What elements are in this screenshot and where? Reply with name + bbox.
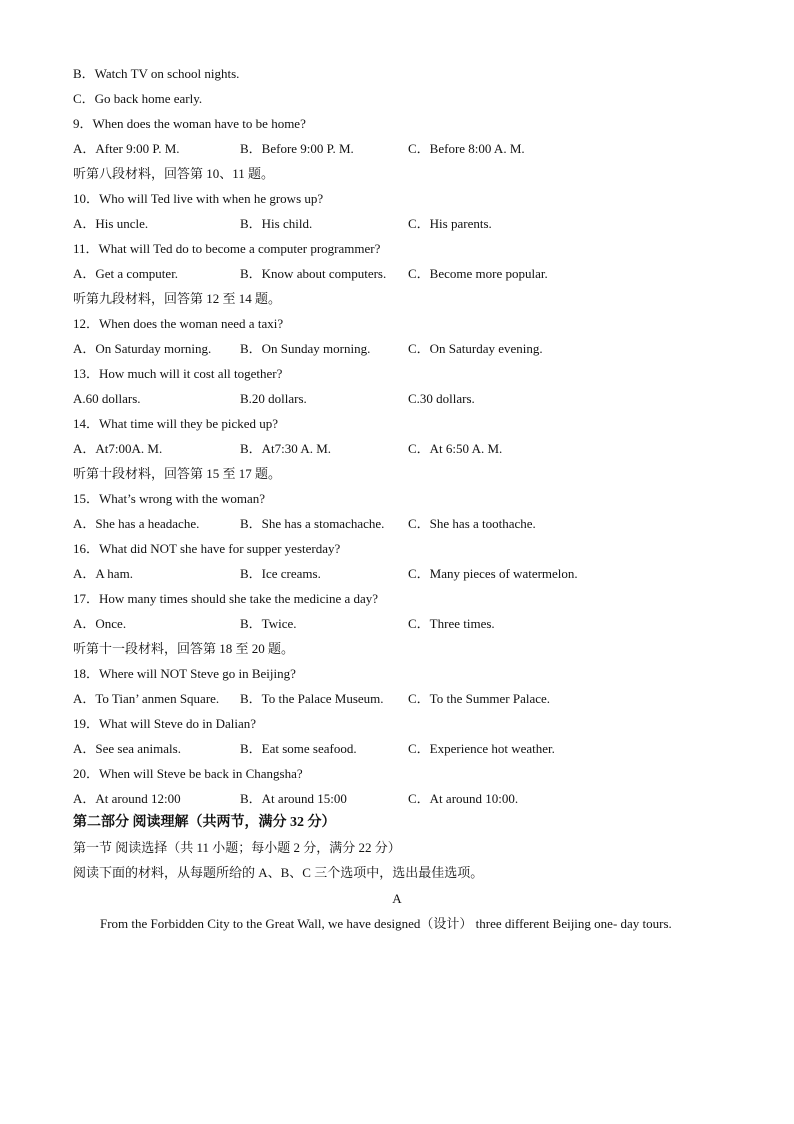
q12-option-c: C．On Saturday evening. (408, 341, 543, 356)
section-11-instruction: 听第十一段材料，回答第 18 至 20 题。 (73, 641, 295, 656)
q17-option-a: A．Once. (73, 616, 127, 631)
q11-question: 11．What will Ted do to become a computer programmer? (73, 241, 381, 256)
q19-option-c: C．Experience hot weather. (408, 741, 555, 756)
q20-option-b: B．At around 15:00 (240, 791, 347, 806)
q12-option-a: A．On Saturday morning. (73, 341, 212, 356)
part2-section1-heading: 第一节 阅读选择（共 11 小题；每小题 2 分，满分 22 分） (73, 840, 401, 855)
q10-option-c: C．His parents. (408, 216, 492, 231)
q11-option-c: C．Become more popular. (408, 266, 548, 281)
q9-option-a: A．After 9:00 P. M. (73, 141, 180, 156)
passage-label: A (392, 891, 402, 906)
q19-option-b: B．Eat some seafood. (240, 741, 357, 756)
q11-option-b: B．Know about computers. (240, 266, 387, 281)
q16-option-a: A．A ham. (73, 566, 133, 581)
q18-option-a: A．To Tian’ anmen Square. (73, 691, 220, 706)
q16-question: 16．What did NOT she have for supper yesterday? (73, 541, 341, 556)
q13-question: 13．How much will it cost all together? (73, 366, 283, 381)
q13-option-b: B.20 dollars. (240, 391, 307, 406)
q18-question: 18．Where will NOT Steve go in Beijing? (73, 666, 296, 681)
q16-option-b: B．Ice creams. (240, 566, 321, 581)
q10-question: 10．Who will Ted live with when he grows up? (73, 191, 324, 206)
q12-question: 12．When does the woman need a taxi? (73, 316, 284, 331)
q18-option-b: B．To the Palace Museum. (240, 691, 384, 706)
q20-option-c: C．At around 10:00. (408, 791, 519, 806)
q17-option-c: C．Three times. (408, 616, 495, 631)
part2-heading: 第二部分 阅读理解（共两节，满分 32 分） (73, 815, 336, 830)
q16-option-c: C．Many pieces of watermelon. (408, 566, 578, 581)
passage-first-line: From the Forbidden City to the Great Wall, we have designed（设计） three different Beijing one- day tours. (100, 916, 672, 931)
q10-option-b: B．His child. (240, 216, 313, 231)
q9-question: 9．When does the woman have to be home? (73, 116, 306, 131)
q9-option-c: C．Before 8:00 A. M. (408, 141, 525, 156)
q19-option-a: A．See sea animals. (73, 741, 181, 756)
part2-instruction: 阅读下面的材料，从每题所给的 A、B、C 三个选项中，选出最佳选项。 (73, 865, 484, 880)
q15-option-c: C．She has a toothache. (408, 516, 536, 531)
q15-question: 15．What’s wrong with the woman? (73, 491, 266, 506)
q8-option-c: C．Go back home early. (73, 91, 203, 106)
q13-option-a: A.60 dollars. (73, 391, 141, 406)
q20-question: 20．When will Steve be back in Changsha? (73, 766, 303, 781)
q15-option-a: A．She has a headache. (73, 516, 200, 531)
section-9-instruction: 听第九段材料，回答第 12 至 14 题。 (73, 291, 282, 306)
q13-option-c: C.30 dollars. (408, 391, 475, 406)
section-8-instruction: 听第八段材料，回答第 10、11 题。 (73, 166, 275, 181)
q14-question: 14．What time will they be picked up? (73, 416, 279, 431)
q14-option-a: A．At7:00A. M. (73, 441, 163, 456)
q14-option-c: C．At 6:50 A. M. (408, 441, 503, 456)
q19-question: 19．What will Steve do in Dalian? (73, 716, 257, 731)
q10-option-a: A．His uncle. (73, 216, 149, 231)
q20-option-a: A．At around 12:00 (73, 791, 181, 806)
q18-option-c: C．To the Summer Palace. (408, 691, 551, 706)
q15-option-b: B．She has a stomachache. (240, 516, 385, 531)
q12-option-b: B．On Sunday morning. (240, 341, 371, 356)
q8-option-b: B．Watch TV on school nights. (73, 66, 240, 81)
q17-question: 17．How many times should she take the medicine a day? (73, 591, 379, 606)
q11-option-a: A．Get a computer. (73, 266, 179, 281)
q17-option-b: B．Twice. (240, 616, 297, 631)
q14-option-b: B．At7:30 A. M. (240, 441, 332, 456)
section-10-instruction: 听第十段材料，回答第 15 至 17 题。 (73, 466, 282, 481)
q9-option-b: B．Before 9:00 P. M. (240, 141, 354, 156)
